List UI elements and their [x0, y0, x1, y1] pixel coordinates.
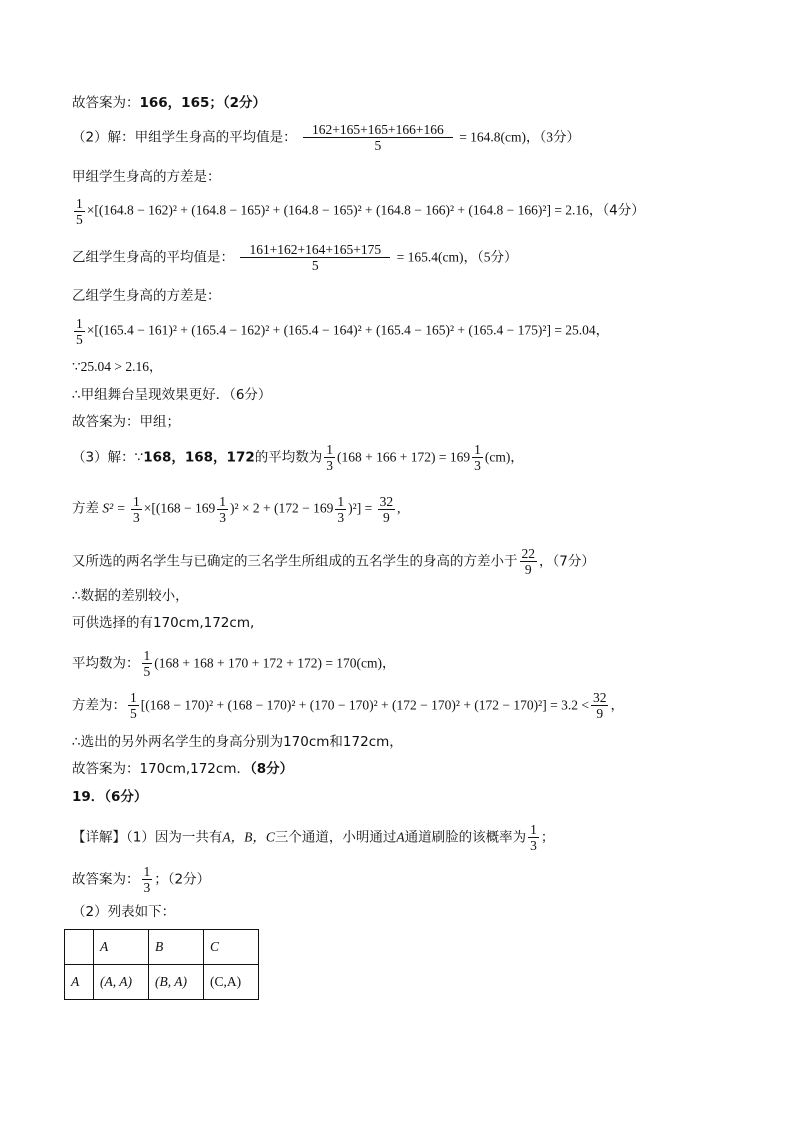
frac-den: 3: [337, 510, 345, 525]
part3-mean-line: [72, 442, 524, 473]
frac-den: 5: [76, 212, 83, 227]
table-row-header: A: [65, 965, 94, 1000]
detail-text: 【详解】（1）因为一共有: [72, 829, 223, 846]
comparison-line: ∵25.04 > 2.16，: [72, 359, 163, 374]
expr-c: )²] =: [348, 500, 376, 516]
frac-num: 1: [530, 822, 537, 837]
frac-num: 1: [143, 864, 151, 879]
frac-den: 3: [219, 510, 227, 525]
variance-expr: [(168 − 170)² + (168 − 170)² + (170 − 170)² + (172 − 170)² + (172 − 170)²] = 3.2 <: [140, 697, 589, 713]
frac-num: 22: [521, 546, 535, 561]
answer-line-1: [72, 94, 266, 112]
frac-den: 3: [474, 458, 481, 473]
table-cell: [65, 930, 94, 965]
unit: (cm)，: [484, 449, 524, 465]
answer-line-4: [72, 864, 210, 895]
detail-text-3: 通道刷脸的该概率为: [404, 829, 527, 846]
coef-fraction: [142, 648, 153, 679]
channels: A，B，C: [222, 829, 275, 845]
frac-num: 1: [219, 494, 227, 509]
frac-den: 5: [374, 138, 382, 153]
score: （8分）: [249, 761, 294, 777]
frac-num: 1: [76, 316, 83, 331]
frac-num: 162+165+165+166+166: [303, 122, 453, 138]
outcome-table: [64, 929, 259, 1000]
limit-fraction: [520, 546, 538, 577]
detail-line: [72, 822, 554, 853]
mean-expr: (168 + 168 + 170 + 172 + 172) = 170(cm)，: [154, 655, 396, 671]
punct: ，: [610, 697, 624, 713]
table-row: [65, 965, 259, 1000]
frac-den: 3: [143, 880, 151, 895]
table-header-cell: C: [204, 930, 259, 965]
table-header-cell: B: [149, 930, 204, 965]
coef-fraction: [74, 316, 85, 347]
frac-num: 161+162+164+165+175: [240, 242, 390, 258]
frac-num: 1: [76, 196, 83, 211]
frac-den: 9: [382, 510, 390, 525]
table-header-row: [65, 930, 259, 965]
list-label: （2）列表如下：: [72, 904, 176, 920]
mean-label: （2）解：甲组学生身高的平均值是：: [72, 129, 297, 146]
coef-fraction: [74, 196, 85, 227]
answer-text: 故答案为：170cm,172cm．: [72, 761, 250, 777]
frac-num: 1: [474, 442, 481, 457]
frac-num: 1: [337, 494, 345, 509]
new-variance-line: [72, 690, 624, 721]
label: （3）解：∵: [72, 449, 144, 466]
part3-variance-line: [72, 494, 400, 525]
label: 方差为：: [72, 697, 126, 714]
frac-den: 3: [133, 510, 140, 525]
mean-result: = 164.8(cm)，（3分）: [459, 129, 581, 145]
label-mid: 的平均数为: [254, 449, 323, 466]
frac-den: 3: [530, 838, 537, 853]
mean-fraction: [240, 242, 390, 273]
frac-num: 32: [592, 690, 607, 705]
frac-den: 5: [143, 664, 151, 679]
mixed-fraction: [472, 442, 483, 473]
selection-line: ∴选出的另外两名学生的身高分别为170cm和172cm，: [72, 734, 403, 750]
answer-label: 故答案为：: [72, 95, 140, 111]
frac-num: 1: [133, 494, 140, 509]
frac-num: 1: [143, 648, 151, 663]
frac-num: 32: [379, 494, 394, 509]
mixed-fraction-2: [335, 494, 346, 525]
channel-a: A: [396, 829, 405, 845]
inference-line: ∴数据的差别较小，: [72, 588, 189, 604]
answer-values: 166，165；（2分）: [139, 95, 267, 111]
label: 方差: [72, 500, 99, 517]
frac-num: 1: [326, 442, 333, 457]
probability-fraction: [528, 822, 539, 853]
group-a-mean-line: [72, 122, 580, 153]
group-a-variance-formula: [72, 196, 645, 227]
answer-fraction: [142, 864, 153, 895]
result-fraction: [378, 494, 396, 525]
group-b-variance-label: 乙组学生身高的方差是：: [72, 288, 221, 304]
answer-line-2: 故答案为：甲组；: [72, 414, 180, 430]
score: ；（2分）: [154, 871, 211, 888]
frac-num: 1: [130, 690, 137, 705]
mean-expr: (168 + 166 + 172) = 169: [336, 449, 471, 465]
table-cell: (B, A): [149, 965, 204, 1000]
group-a-variance-label: 甲组学生身高的方差是：: [72, 169, 221, 185]
condition-line: [72, 546, 595, 577]
punct: ；: [540, 829, 555, 846]
mean-fraction: [303, 122, 453, 153]
table-header-cell: A: [94, 930, 149, 965]
frac-den: 5: [311, 258, 319, 273]
answer-label: 故答案为：: [72, 871, 140, 888]
coef-fraction: [128, 690, 139, 721]
frac-den: 9: [596, 706, 604, 721]
group-b-variance-formula: [72, 316, 609, 347]
variance-expr: ×[(165.4 − 161)² + (165.4 − 162)² + (165.4 − 164)² + (165.4 − 165)² + (165.4 − 175)²] = 25.04，: [86, 322, 610, 338]
mean-label: 乙组学生身高的平均值是：: [72, 249, 234, 266]
condition-text: 又所选的两名学生与已确定的三名学生所组成的五名学生的身高的方差小于: [72, 553, 518, 570]
variance-symbol: S² =: [102, 500, 130, 516]
coef-fraction: [131, 494, 142, 525]
frac-den: 5: [76, 332, 83, 347]
conclusion-line: ∴甲组舞台呈现效果更好．（6分）: [72, 387, 272, 403]
mixed-fraction-1: [217, 494, 228, 525]
punct: ,: [397, 500, 401, 516]
question-19-heading: 19．（6分）: [72, 789, 148, 805]
mean-result: = 165.4(cm)，（5分）: [396, 249, 518, 265]
options-line: 可供选择的有170cm,172cm,: [72, 615, 255, 631]
frac-den: 5: [130, 706, 137, 721]
variance-expr: ×[(164.8 − 162)² + (164.8 − 165)² + (164.8 − 165)² + (164.8 − 166)² + (164.8 − 166)²] = 2.16，: [86, 202, 603, 218]
label: 平均数为：: [72, 655, 140, 672]
detail-text-2: 三个通道，小明通过: [274, 829, 397, 846]
expr-b: )² × 2 + (172 − 169: [230, 500, 334, 516]
result-fraction: [591, 690, 609, 721]
score: （4分）: [602, 202, 645, 219]
table-cell: (A, A): [94, 965, 149, 1000]
coef-fraction: [324, 442, 335, 473]
frac-den: 9: [524, 562, 532, 577]
values: 168，168，172: [143, 449, 255, 466]
expr-a: ×[(168 − 169: [143, 500, 216, 516]
answer-line-3: [72, 760, 293, 778]
score: ，（7分）: [539, 553, 595, 570]
frac-den: 3: [326, 458, 333, 473]
table-cell: (C,A): [204, 965, 259, 1000]
group-b-mean-line: [72, 242, 517, 273]
new-mean-line: [72, 648, 396, 679]
